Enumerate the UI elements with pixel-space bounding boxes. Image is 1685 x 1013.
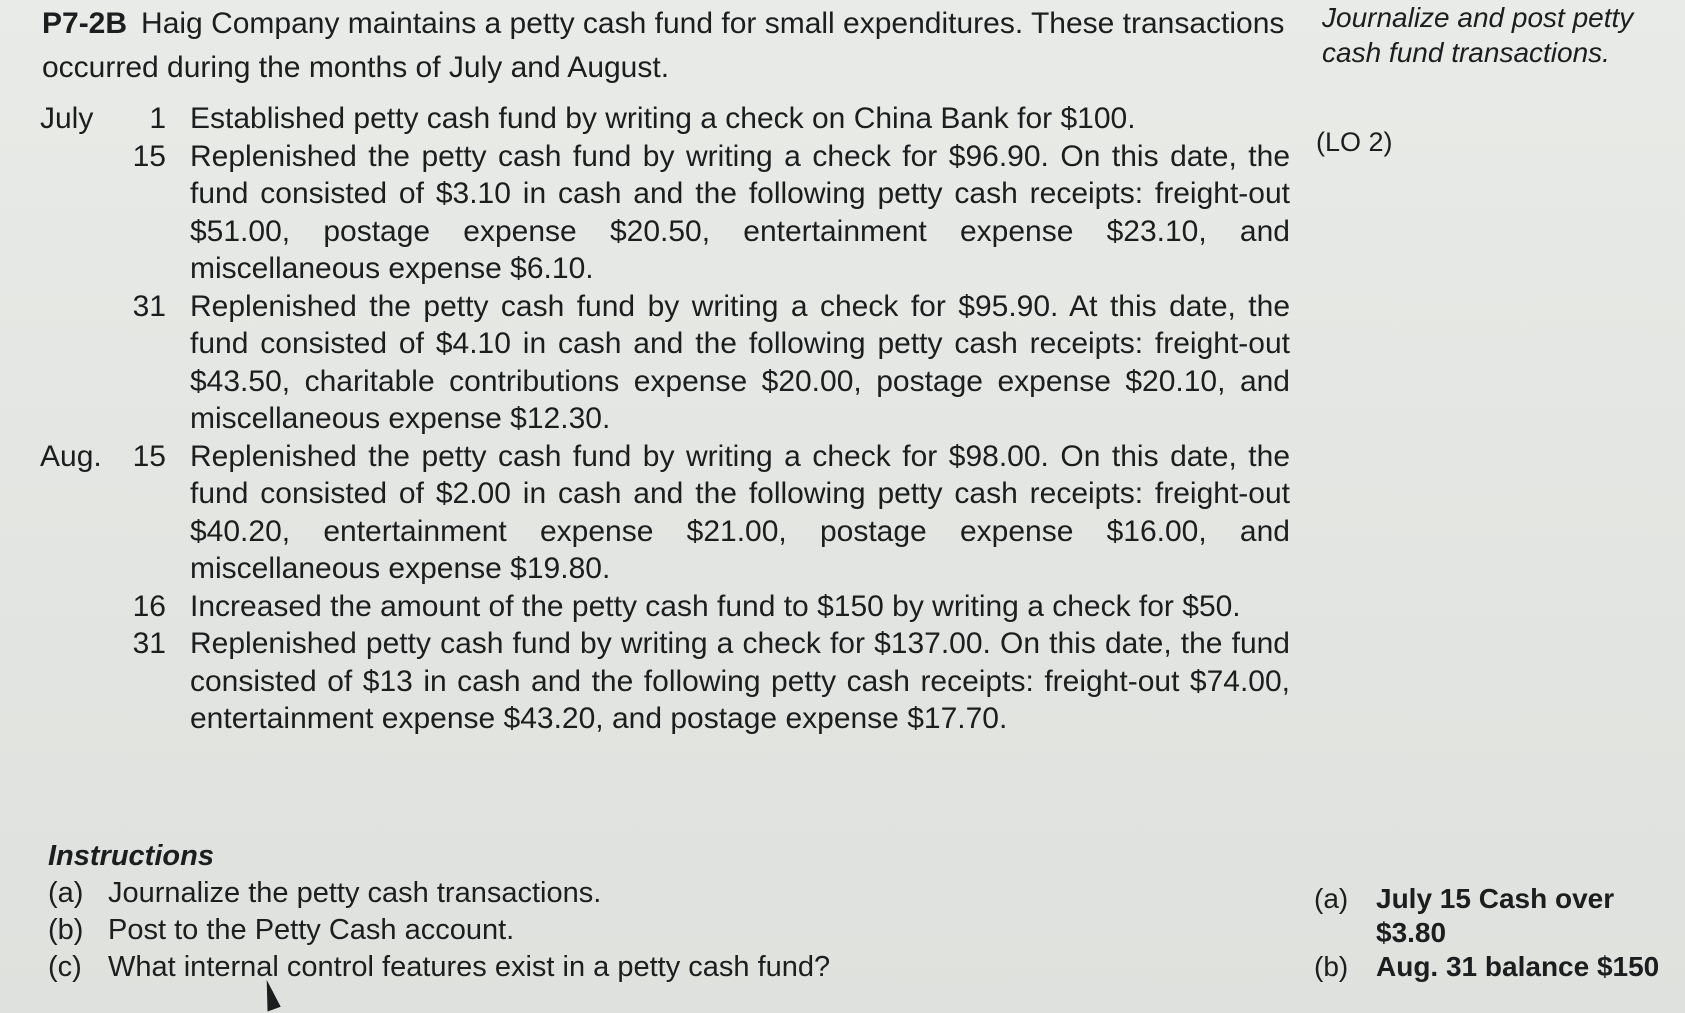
transaction-text: Replenished petty cash fund by writing a check for $137.00. On this date, the fund consisted of $13 in cash and the following petty cash receipts: freight-out $74.00, entertainment expense $43.20, and postage expense $17.70.: [190, 627, 1290, 735]
check-figure-item: [1314, 950, 1674, 984]
transaction-day: 31: [132, 627, 166, 660]
instruction-letter: (a): [48, 877, 84, 909]
transaction-row: [40, 625, 1290, 738]
problem-id: P7-2B: [42, 7, 128, 40]
instruction-text: Post to the Petty Cash account.: [108, 914, 515, 946]
transaction-day: 31: [132, 289, 166, 323]
transaction-text: Increased the amount of the petty cash fund to $150 by writing a check for $50.: [190, 589, 1241, 623]
transaction-day: 1: [149, 102, 166, 135]
transaction-month: July: [40, 102, 94, 135]
instruction-item: [48, 912, 1198, 949]
instruction-text: What internal control features exist in a petty cash fund?: [108, 951, 831, 983]
transaction-month: [40, 288, 118, 438]
check-figure-text: July 15 Cash over $3.80: [1376, 883, 1615, 948]
transaction-month: [40, 588, 118, 626]
instruction-item: [48, 875, 1198, 912]
problem-intro: Haig Company maintains a petty cash fund for small expenditures. These transactions occurred during the months of July and August.: [42, 7, 1285, 84]
transaction-text: Replenished the petty cash fund by writing a check for $95.90. At this date, the fund consisted of $4.10 in cash and the following petty cash receipts: freight-out $43.50, charitable contributions expense $20.00, postage expense $20.10, and miscellaneous expense $12.30.: [190, 289, 1290, 435]
instruction-text: Journalize the petty cash transactions.: [108, 877, 602, 909]
learning-objective-note: Journalize and post petty cash fund transactions.: [1322, 2, 1634, 68]
transaction-list: [40, 100, 1290, 738]
transaction-month: Aug.: [40, 439, 102, 473]
instruction-letter: (b): [48, 914, 84, 946]
check-figure-item: [1314, 882, 1674, 950]
transaction-day: 16: [132, 589, 166, 623]
transaction-day: 15: [132, 439, 166, 473]
problem-header: [42, 2, 1287, 90]
transaction-month: [40, 138, 118, 288]
transaction-row: [40, 138, 1290, 288]
transaction-text: Replenished the petty cash fund by writing a check for $96.90. On this date, the fund consisted of $3.10 in cash and the following petty cash receipts: freight-out $51.00, postage expense $20.50, entertainment expense $23.10, and miscellaneous expense $6.10.: [190, 139, 1290, 285]
check-figure-text: Aug. 31 balance $150: [1376, 951, 1660, 982]
instruction-item: [48, 949, 1198, 986]
transaction-row: [40, 288, 1290, 438]
transaction-row: [40, 100, 1290, 138]
transaction-month: [40, 625, 118, 738]
transaction-text: Established petty cash fund by writing a check on China Bank for $100.: [190, 102, 1136, 135]
instruction-letter: (c): [48, 951, 82, 983]
transaction-day: 15: [132, 139, 166, 173]
transaction-row: [40, 438, 1290, 588]
instructions-section: [48, 838, 1198, 986]
transaction-text: Replenished the petty cash fund by writing a check for $98.00. On this date, the fund consisted of $2.00 in cash and the following petty cash receipts: freight-out $40.20, entertainment expense $21.00, postage expense $16.00, and miscellaneous expense $19.80.: [190, 439, 1290, 585]
transaction-row: [40, 588, 1290, 626]
check-figures: [1314, 882, 1674, 984]
learning-objective-code: (LO 2): [1316, 127, 1393, 157]
check-figure-letter: (a): [1314, 883, 1349, 914]
check-figure-letter: (b): [1314, 951, 1349, 982]
instructions-heading: Instructions: [48, 840, 214, 872]
